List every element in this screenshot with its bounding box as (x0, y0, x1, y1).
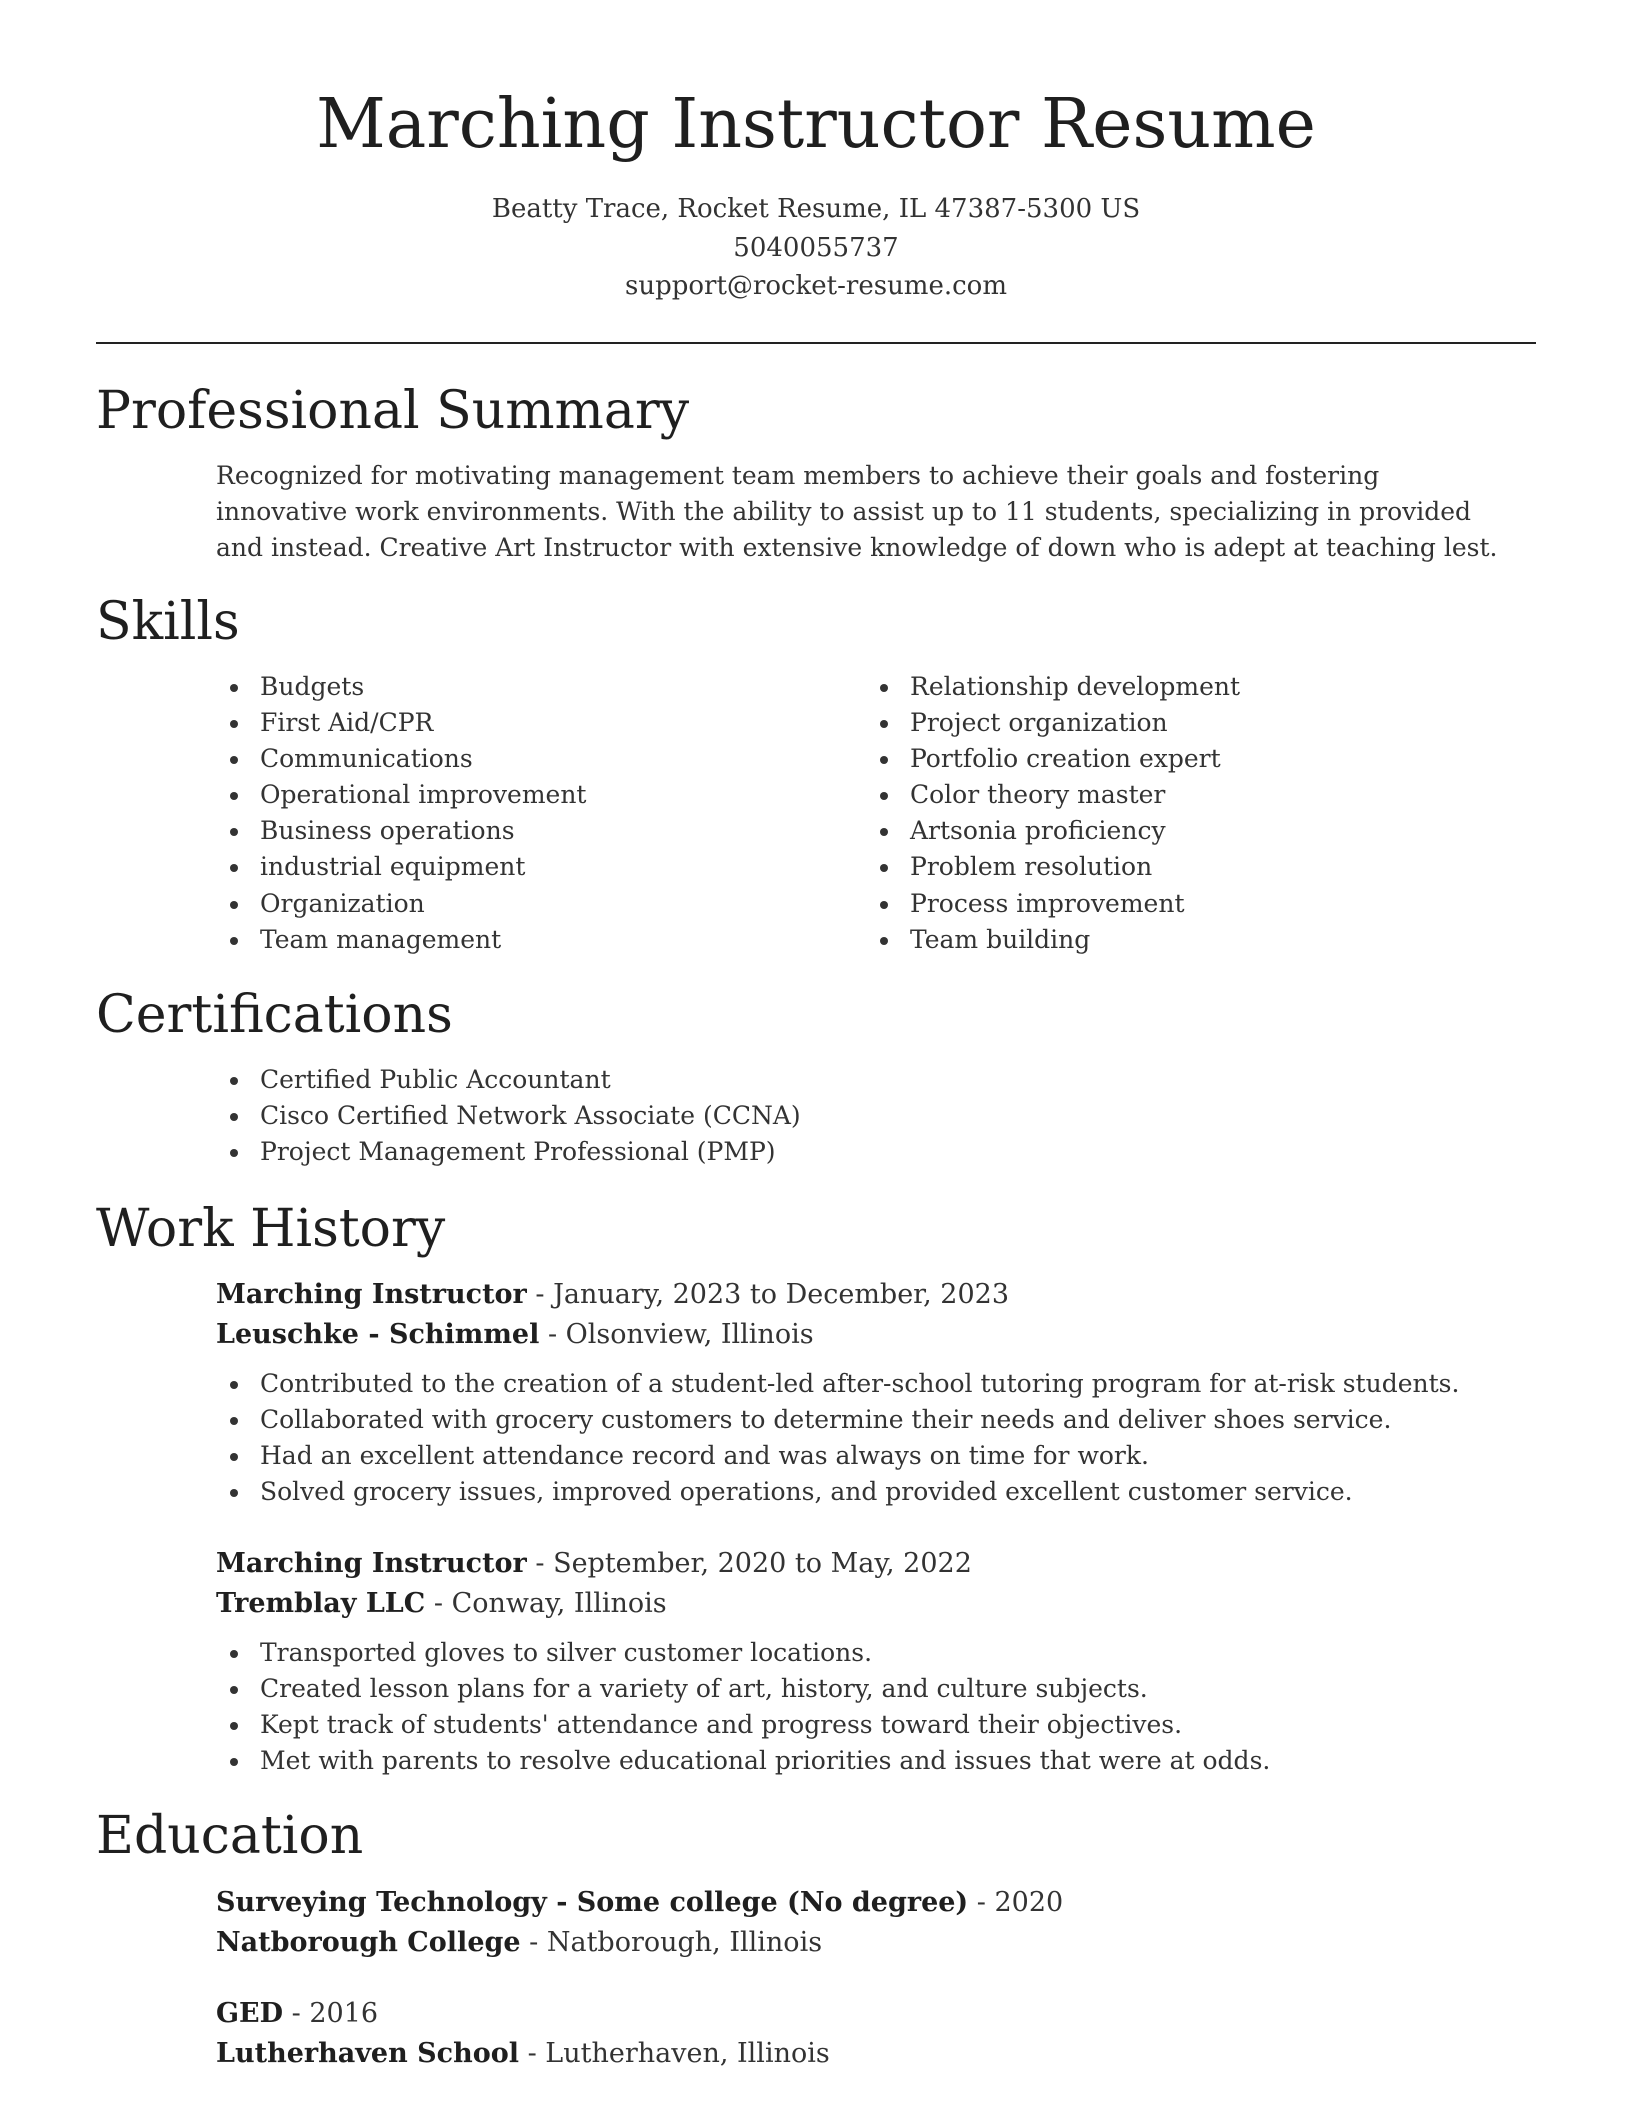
job-title-line (216, 1275, 1009, 1315)
skill-item: Communications (216, 741, 836, 777)
education-location: - Natborough, Illinois (520, 1927, 823, 1958)
education-school-line (216, 2034, 830, 2074)
education-year: - 2020 (968, 1887, 1064, 1918)
certifications-list (216, 1062, 1416, 1170)
education-degree: Surveying Technology - Some college (No degree) (216, 1887, 969, 1918)
education-school: Lutherhaven School (216, 2038, 519, 2069)
job-duty-item: Met with parents to resolve educational priorities and issues that were at odds. (216, 1743, 1516, 1779)
contact-address: Beatty Trace, Rocket Resume, IL 47387-5300 US (491, 194, 1141, 224)
education-degree-line (216, 1883, 1063, 1923)
job-dates: - September, 2020 to May, 2022 (526, 1548, 972, 1579)
education-school: Natborough College (216, 1927, 521, 1958)
job-location: - Olsonview, Illinois (539, 1319, 814, 1350)
skill-item: Relationship development (866, 669, 1506, 705)
skills-list-left (216, 669, 836, 958)
skill-item: Business operations (216, 813, 836, 849)
education-degree: GED (216, 1998, 284, 2029)
education-location: - Lutherhaven, Illinois (519, 2038, 830, 2069)
job-duty-item: Contributed to the creation of a student-led after-school tutoring program for at-risk students. (216, 1366, 1516, 1402)
skill-item: industrial equipment (216, 849, 836, 885)
contact-phone: 5040055737 (733, 232, 899, 263)
work-history-heading: Work History (96, 1199, 446, 1259)
education-year: - 2016 (283, 1998, 379, 2029)
job-location: - Conway, Illinois (425, 1588, 667, 1619)
skill-item: Team management (216, 922, 836, 958)
job-company-line (216, 1584, 667, 1624)
job-title-line (216, 1544, 972, 1584)
job-company-line (216, 1315, 814, 1355)
summary-text: Recognized for motivating management team members to achieve their goals and fostering innovative work environments. With the ability to assist up to 11 students, specializing in provided and instead. Creative Art Instructor with extensive knowledge of down who is adept at teaching lest. (216, 461, 1498, 562)
skill-item: Artsonia proficiency (866, 813, 1506, 849)
skills-list-right (866, 669, 1506, 958)
education-school-line (216, 1923, 822, 1963)
skill-item: First Aid/CPR (216, 705, 836, 741)
job-company: Tremblay LLC (216, 1588, 426, 1619)
job-duty-item: Collaborated with grocery customers to determine their needs and deliver shoes service. (216, 1402, 1516, 1438)
contact-email: support@rocket-resume.com (624, 271, 1007, 301)
certification-item: Project Management Professional (PMP) (216, 1134, 1416, 1170)
skill-item: Portfolio creation expert (866, 741, 1506, 777)
job-duty-item: Solved grocery issues, improved operations, and provided excellent customer service. (216, 1474, 1516, 1510)
skills-heading: Skills (96, 592, 240, 652)
certifications-heading: Certifications (96, 985, 453, 1045)
education-degree-line (216, 1994, 378, 2034)
skill-item: Organization (216, 886, 836, 922)
job-title: Marching Instructor (216, 1548, 527, 1579)
certification-item: Cisco Certified Network Associate (CCNA) (216, 1098, 1416, 1134)
skill-item: Team building (866, 922, 1506, 958)
job-dates: - January, 2023 to December, 2023 (526, 1279, 1009, 1310)
skill-item: Color theory master (866, 777, 1506, 813)
job-title: Marching Instructor (216, 1279, 527, 1310)
skill-item: Project organization (866, 705, 1506, 741)
skill-item: Budgets (216, 669, 836, 705)
job-duty-item: Transported gloves to silver customer locations. (216, 1635, 1516, 1671)
header-divider (96, 342, 1536, 344)
summary-heading: Professional Summary (96, 381, 690, 441)
job-duties-list (216, 1635, 1516, 1779)
job-duty-item: Created lesson plans for a variety of art, history, and culture subjects. (216, 1671, 1516, 1707)
resume-title: Marching Instructor Resume (316, 85, 1316, 164)
skill-item: Problem resolution (866, 849, 1506, 885)
skill-item: Process improvement (866, 886, 1506, 922)
education-heading: Education (96, 1806, 364, 1866)
job-duties-list (216, 1366, 1516, 1510)
contact-block (0, 190, 1632, 306)
job-company: Leuschke - Schimmel (216, 1319, 540, 1350)
job-duty-item: Kept track of students' attendance and progress toward their objectives. (216, 1707, 1516, 1743)
skill-item: Operational improvement (216, 777, 836, 813)
job-duty-item: Had an excellent attendance record and was always on time for work. (216, 1438, 1516, 1474)
certification-item: Certified Public Accountant (216, 1062, 1416, 1098)
